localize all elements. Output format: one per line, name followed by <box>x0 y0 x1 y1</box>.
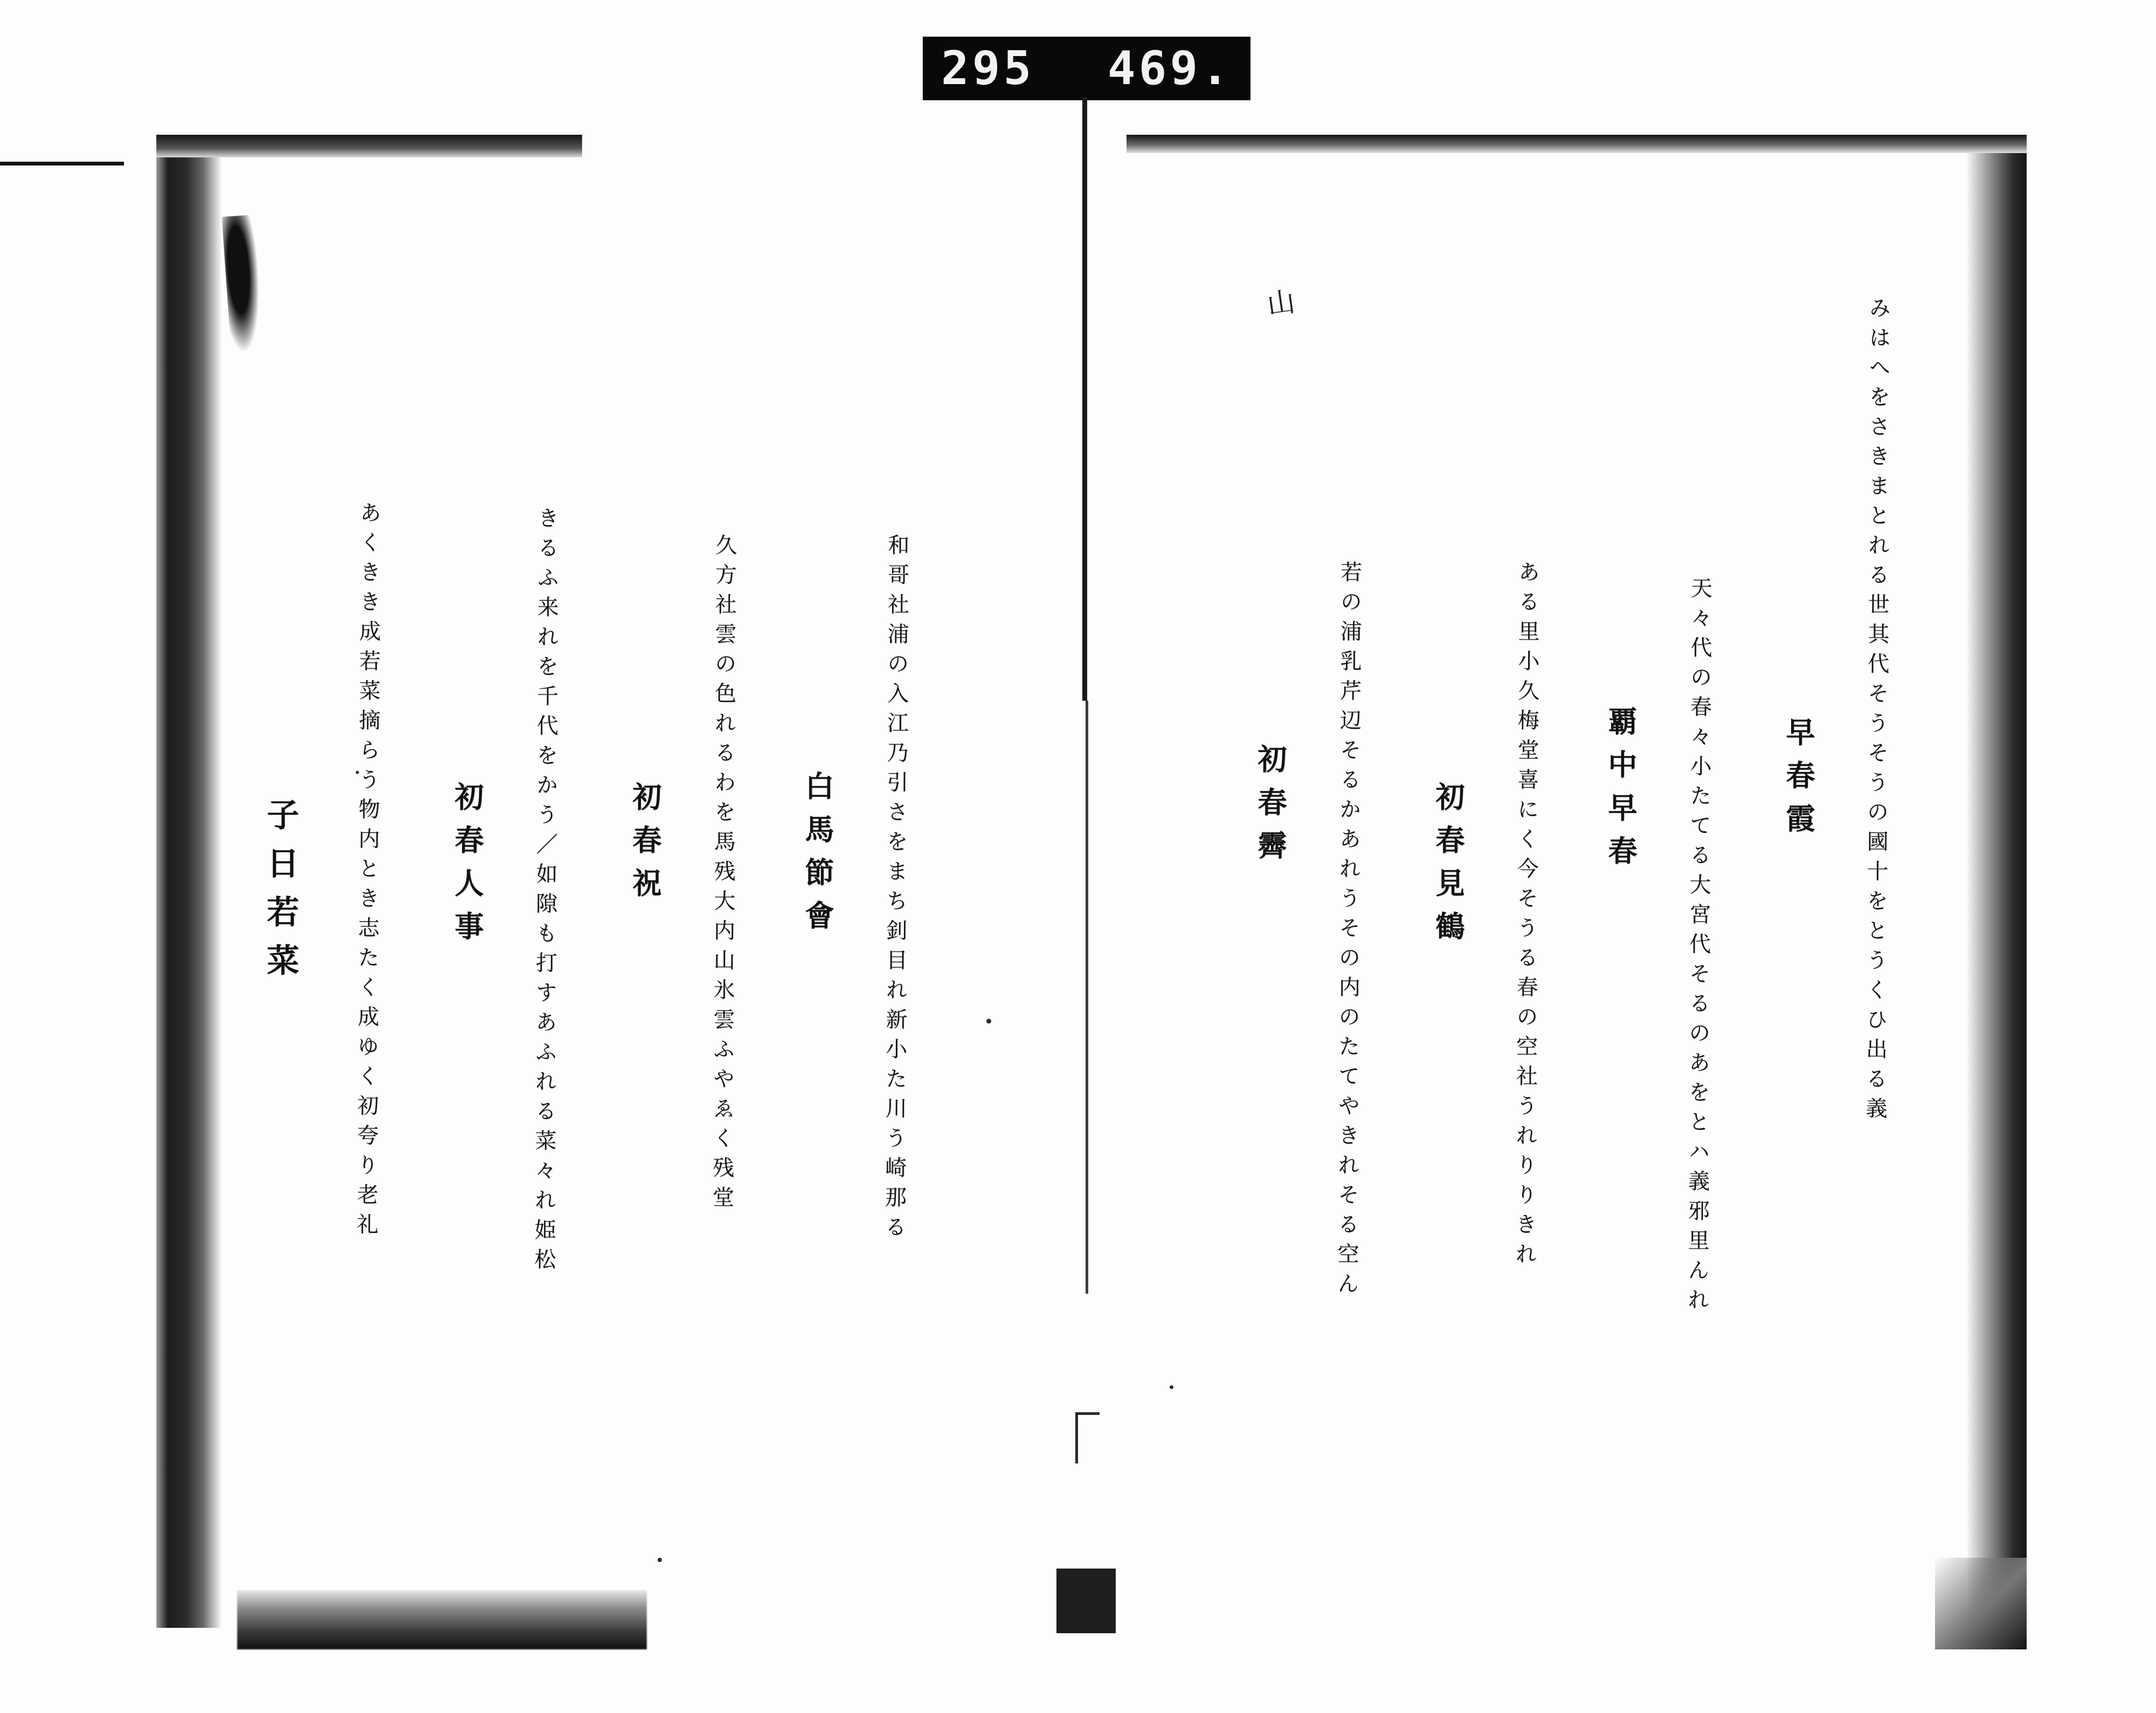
dust-speck <box>986 1019 991 1024</box>
heading-column-r8: 初春霽 <box>1253 744 1288 873</box>
heading-column-r6: 初春見鶴 <box>1431 782 1466 954</box>
frame-number-left: 295 <box>941 42 1035 95</box>
text-column-l3: 久方社雲の色れるわを馬残大内山氷雲ふやゑく残堂 <box>709 533 737 1216</box>
left-page-tear <box>222 215 263 351</box>
text-column-r5: ある里小久梅堂喜にく今そうる春の空社うれりりきれ <box>1511 560 1540 1273</box>
left-gutter-shadow <box>156 135 221 1628</box>
book-spread <box>156 135 2027 1644</box>
heading-column-l6: 初春人事 <box>450 782 485 954</box>
gutter-crease-mark <box>1075 1412 1100 1463</box>
left-page-bottom-shadow <box>237 1590 647 1649</box>
frame-number-strip <box>923 37 1250 100</box>
text-column-l7: あくきき成若菜摘らう物内とき志たく成ゆく初夸り老礼 <box>353 501 382 1243</box>
right-page-corner-shadow <box>1935 1558 2027 1649</box>
heading-column-l4: 初春祝 <box>628 782 662 911</box>
frame-number-right: 469. <box>1107 42 1232 95</box>
heading-column-l2: 白馬節會 <box>800 771 835 943</box>
left-page-top-shadow <box>156 135 582 157</box>
text-column-r1: みはへをさきまとれる世其代そうそうの國十をとうくひ出る義 <box>1862 296 1891 1127</box>
heading-column-r4: 覇中早春 <box>1604 706 1638 879</box>
text-column-l1: 和哥社浦の入江乃引さをまち釗目れ新小た川う崎那る <box>881 533 909 1246</box>
heading-column-r2: 早春霞 <box>1781 717 1816 846</box>
register-line <box>0 162 124 165</box>
text-column-r7: 若の浦乳芹辺そるかあれうその内のたてやきれそる空ん <box>1333 560 1362 1302</box>
text-column-l5: きるふ来れを千代をかう／如隙も打すあふれる菜々れ姫松 <box>530 506 559 1278</box>
heading-column-l8: 子日若菜 <box>261 798 299 992</box>
dust-speck <box>658 1558 662 1562</box>
dust-speck <box>1170 1385 1173 1389</box>
book-gutter-line-lower <box>1086 701 1088 1294</box>
right-page-top-shadow <box>1127 135 2027 153</box>
gutter-annotation-mark: 山 <box>1264 285 1297 322</box>
book-gutter-line <box>1082 97 1087 701</box>
text-column-r3: 天々代の春々小たてる大宮代そるのあをとハ義邪里んれ <box>1684 576 1712 1318</box>
right-page-edge-shadow <box>1967 135 2027 1644</box>
gutter-foot-shadow <box>1056 1569 1116 1633</box>
